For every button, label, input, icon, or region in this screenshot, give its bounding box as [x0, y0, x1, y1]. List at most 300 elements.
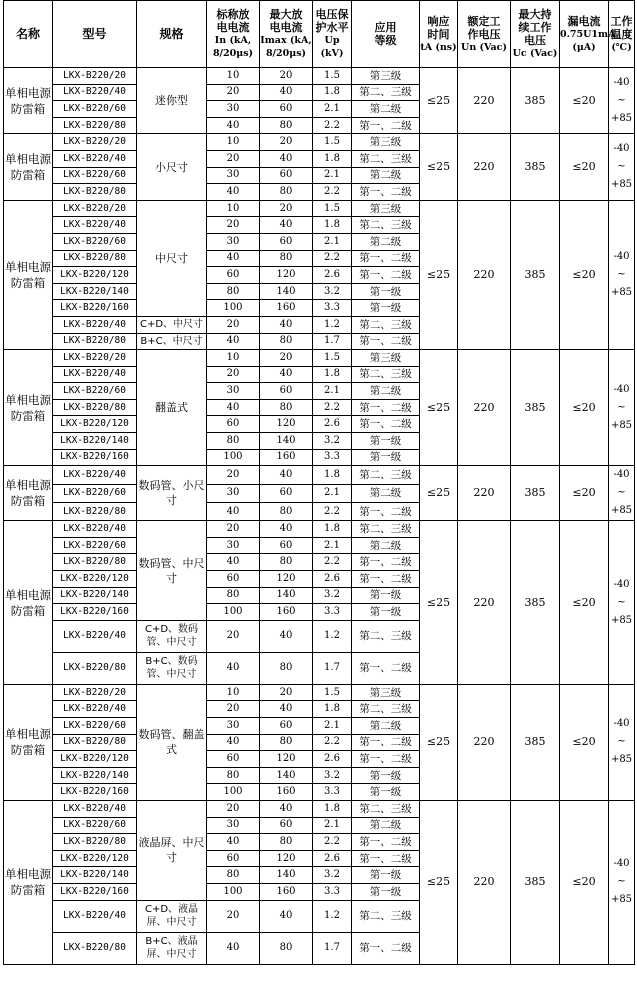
in-cell: 100 — [207, 883, 260, 900]
in-cell: 40 — [207, 834, 260, 851]
model-cell: LKX-B220/80 — [53, 250, 137, 267]
model-cell: LKX-B220/20 — [53, 68, 137, 85]
level-cell: 第一、二级 — [352, 554, 420, 571]
up-cell: 1.8 — [313, 366, 352, 383]
imax-cell: 40 — [260, 316, 313, 333]
model-cell: LKX-B220/60 — [53, 101, 137, 118]
up-cell: 2.2 — [313, 250, 352, 267]
model-cell: LKX-B220/40 — [53, 466, 137, 484]
level-cell: 第一、二级 — [352, 834, 420, 851]
imax-cell: 40 — [260, 366, 313, 383]
model-cell: LKX-B220/140 — [53, 767, 137, 784]
level-cell: 第二、三级 — [352, 900, 420, 932]
model-cell: LKX-B220/160 — [53, 784, 137, 801]
model-cell: LKX-B220/140 — [53, 283, 137, 300]
model-cell: LKX-B220/40 — [53, 800, 137, 817]
imax-cell: 140 — [260, 767, 313, 784]
imax-cell: 60 — [260, 484, 313, 502]
response-time-cell: ≤25 — [420, 200, 458, 349]
model-cell: LKX-B220/20 — [53, 684, 137, 701]
temperature-mid: ~ — [617, 161, 626, 173]
up-cell: 1.8 — [313, 217, 352, 234]
level-cell: 第一、二级 — [352, 652, 420, 684]
level-cell: 第二、三级 — [352, 521, 420, 538]
spec-cell: 液晶屏、中尺寸 — [137, 800, 207, 900]
imax-cell: 40 — [260, 900, 313, 932]
header-level: 应用 等级 — [352, 1, 420, 68]
in-cell: 10 — [207, 134, 260, 151]
up-cell: 2.6 — [313, 751, 352, 768]
in-cell: 100 — [207, 449, 260, 466]
table-row — [4, 521, 635, 538]
max-voltage-cell: 385 — [511, 200, 560, 349]
temperature-top: -40 — [613, 250, 630, 262]
in-cell: 20 — [207, 84, 260, 101]
max-voltage-cell: 385 — [511, 800, 560, 964]
header-name: 名称 — [4, 1, 53, 68]
imax-cell: 60 — [260, 383, 313, 400]
in-cell: 20 — [207, 466, 260, 484]
in-cell: 80 — [207, 767, 260, 784]
model-cell: LKX-B220/40 — [53, 316, 137, 333]
level-cell: 第一、二级 — [352, 850, 420, 867]
level-cell: 第二级 — [352, 718, 420, 735]
in-cell: 20 — [207, 316, 260, 333]
imax-cell: 160 — [260, 604, 313, 621]
model-cell: LKX-B220/140 — [53, 433, 137, 450]
product-name: 单相电源防雷箱 — [4, 684, 53, 800]
up-cell: 2.1 — [313, 233, 352, 250]
temperature-top: -40 — [613, 76, 630, 88]
model-cell: LKX-B220/60 — [53, 233, 137, 250]
spec-cell: B+C、数码管、中尺寸 — [137, 652, 207, 684]
imax-cell: 40 — [260, 217, 313, 234]
temperature-mid: ~ — [617, 596, 626, 608]
temperature-cell — [609, 466, 635, 521]
level-cell: 第一级 — [352, 867, 420, 884]
model-cell: LKX-B220/120 — [53, 751, 137, 768]
model-cell: LKX-B220/60 — [53, 383, 137, 400]
model-cell: LKX-B220/160 — [53, 604, 137, 621]
in-cell: 80 — [207, 867, 260, 884]
imax-cell: 160 — [260, 784, 313, 801]
level-cell: 第一、二级 — [352, 184, 420, 201]
header-temperature: 工作 温度 (℃) — [609, 1, 635, 68]
up-cell: 3.3 — [313, 449, 352, 466]
level-cell: 第一级 — [352, 784, 420, 801]
table-row — [4, 466, 635, 484]
temperature-bot: +85 — [610, 614, 633, 626]
temperature-cell — [609, 800, 635, 964]
level-cell: 第二级 — [352, 101, 420, 118]
temperature-mid: ~ — [617, 736, 626, 748]
up-cell: 1.5 — [313, 200, 352, 217]
model-cell: LKX-B220/40 — [53, 701, 137, 718]
temperature-mid: ~ — [617, 876, 626, 888]
level-cell: 第三级 — [352, 134, 420, 151]
temperature-bot: +85 — [610, 286, 633, 298]
level-cell: 第一、二级 — [352, 571, 420, 588]
level-cell: 第一、二级 — [352, 399, 420, 416]
in-cell: 20 — [207, 701, 260, 718]
up-cell: 3.3 — [313, 883, 352, 900]
imax-cell: 160 — [260, 449, 313, 466]
temperature-cell — [609, 684, 635, 800]
level-cell: 第二、三级 — [352, 800, 420, 817]
model-cell: LKX-B220/120 — [53, 571, 137, 588]
header-spec: 规格 — [137, 1, 207, 68]
level-cell: 第一、二级 — [352, 751, 420, 768]
model-cell: LKX-B220/20 — [53, 134, 137, 151]
level-cell: 第二、三级 — [352, 84, 420, 101]
temperature-cell — [609, 521, 635, 685]
in-cell: 20 — [207, 521, 260, 538]
up-cell: 2.2 — [313, 502, 352, 520]
response-time-cell: ≤25 — [420, 521, 458, 685]
in-cell: 40 — [207, 502, 260, 520]
imax-cell: 80 — [260, 554, 313, 571]
model-cell: LKX-B220/40 — [53, 84, 137, 101]
spec-cell: 迷你型 — [137, 68, 207, 134]
up-cell: 2.6 — [313, 571, 352, 588]
imax-cell: 160 — [260, 300, 313, 317]
up-cell: 1.2 — [313, 620, 352, 652]
temperature-top: -40 — [613, 578, 630, 590]
up-cell: 2.6 — [313, 416, 352, 433]
model-cell: LKX-B220/40 — [53, 620, 137, 652]
header-un: 额定工 作电压 Un (Vac) — [458, 1, 511, 68]
level-cell: 第二、三级 — [352, 217, 420, 234]
rated-voltage-cell: 220 — [458, 350, 511, 466]
in-cell: 30 — [207, 718, 260, 735]
level-cell: 第二、三级 — [352, 466, 420, 484]
level-cell: 第三级 — [352, 350, 420, 367]
up-cell: 2.1 — [313, 718, 352, 735]
in-cell: 40 — [207, 399, 260, 416]
level-cell: 第一级 — [352, 433, 420, 450]
imax-cell: 40 — [260, 521, 313, 538]
level-cell: 第二级 — [352, 383, 420, 400]
in-cell: 40 — [207, 250, 260, 267]
imax-cell: 120 — [260, 267, 313, 284]
product-name: 单相电源防雷箱 — [4, 466, 53, 521]
rated-voltage-cell: 220 — [458, 134, 511, 200]
table-header — [4, 1, 635, 68]
in-cell: 40 — [207, 333, 260, 350]
level-cell: 第二、三级 — [352, 150, 420, 167]
level-cell: 第二级 — [352, 537, 420, 554]
up-cell: 3.3 — [313, 300, 352, 317]
up-cell: 1.7 — [313, 652, 352, 684]
level-cell: 第三级 — [352, 68, 420, 85]
temperature-bot: +85 — [610, 419, 633, 431]
in-cell: 10 — [207, 350, 260, 367]
up-cell: 1.5 — [313, 684, 352, 701]
model-cell: LKX-B220/80 — [53, 333, 137, 350]
imax-cell: 120 — [260, 416, 313, 433]
level-cell: 第二级 — [352, 484, 420, 502]
leakage-cell: ≤20 — [560, 684, 609, 800]
up-cell: 3.3 — [313, 784, 352, 801]
table-row — [4, 200, 635, 217]
up-cell: 2.1 — [313, 167, 352, 184]
imax-cell: 40 — [260, 800, 313, 817]
max-voltage-cell: 385 — [511, 521, 560, 685]
in-cell: 30 — [207, 537, 260, 554]
model-cell: LKX-B220/80 — [53, 652, 137, 684]
in-cell: 100 — [207, 784, 260, 801]
imax-cell: 120 — [260, 571, 313, 588]
spec-cell: B+C、中尺寸 — [137, 333, 207, 350]
model-cell: LKX-B220/40 — [53, 217, 137, 234]
up-cell: 2.1 — [313, 817, 352, 834]
in-cell: 20 — [207, 620, 260, 652]
imax-cell: 20 — [260, 200, 313, 217]
level-cell: 第一、二级 — [352, 734, 420, 751]
up-cell: 1.8 — [313, 800, 352, 817]
up-cell: 2.2 — [313, 184, 352, 201]
temperature-bot: +85 — [610, 894, 633, 906]
in-cell: 60 — [207, 416, 260, 433]
model-cell: LKX-B220/60 — [53, 817, 137, 834]
level-cell: 第一级 — [352, 587, 420, 604]
model-cell: LKX-B220/80 — [53, 834, 137, 851]
response-time-cell: ≤25 — [420, 466, 458, 521]
product-name: 单相电源防雷箱 — [4, 200, 53, 349]
table-row — [4, 68, 635, 85]
leakage-cell: ≤20 — [560, 466, 609, 521]
spec-cell: C+D、中尺寸 — [137, 316, 207, 333]
model-cell: LKX-B220/80 — [53, 734, 137, 751]
temperature-mid: ~ — [617, 401, 626, 413]
temperature-mid: ~ — [617, 268, 626, 280]
header-uc: 最大持 续工作 电压 Uc (Vac) — [511, 1, 560, 68]
level-cell: 第三级 — [352, 684, 420, 701]
table-row — [4, 800, 635, 817]
up-cell: 1.5 — [313, 350, 352, 367]
imax-cell: 20 — [260, 350, 313, 367]
in-cell: 10 — [207, 200, 260, 217]
imax-cell: 120 — [260, 850, 313, 867]
level-cell: 第一级 — [352, 449, 420, 466]
rated-voltage-cell: 220 — [458, 800, 511, 964]
in-cell: 40 — [207, 554, 260, 571]
model-cell: LKX-B220/60 — [53, 167, 137, 184]
in-cell: 30 — [207, 233, 260, 250]
level-cell: 第一级 — [352, 767, 420, 784]
model-cell: LKX-B220/60 — [53, 537, 137, 554]
imax-cell: 40 — [260, 466, 313, 484]
up-cell: 3.2 — [313, 767, 352, 784]
in-cell: 20 — [207, 150, 260, 167]
level-cell: 第一、二级 — [352, 267, 420, 284]
imax-cell: 60 — [260, 101, 313, 118]
up-cell: 1.8 — [313, 84, 352, 101]
up-cell: 2.2 — [313, 554, 352, 571]
in-cell: 40 — [207, 652, 260, 684]
model-cell: LKX-B220/120 — [53, 267, 137, 284]
up-cell: 1.2 — [313, 316, 352, 333]
up-cell: 2.1 — [313, 537, 352, 554]
up-cell: 1.8 — [313, 466, 352, 484]
model-cell: LKX-B220/80 — [53, 502, 137, 520]
product-name: 单相电源防雷箱 — [4, 68, 53, 134]
imax-cell: 40 — [260, 701, 313, 718]
leakage-cell: ≤20 — [560, 200, 609, 349]
in-cell: 20 — [207, 217, 260, 234]
temperature-bot: +85 — [610, 754, 633, 766]
up-cell: 3.2 — [313, 283, 352, 300]
temperature-top: -40 — [613, 469, 630, 481]
rated-voltage-cell: 220 — [458, 200, 511, 349]
model-cell: LKX-B220/40 — [53, 900, 137, 932]
model-cell: LKX-B220/40 — [53, 366, 137, 383]
imax-cell: 80 — [260, 502, 313, 520]
up-cell: 1.8 — [313, 701, 352, 718]
level-cell: 第三级 — [352, 200, 420, 217]
in-cell: 60 — [207, 850, 260, 867]
imax-cell: 80 — [260, 333, 313, 350]
in-cell: 10 — [207, 684, 260, 701]
spec-cell: 翻盖式 — [137, 350, 207, 466]
imax-cell: 80 — [260, 250, 313, 267]
imax-cell: 80 — [260, 399, 313, 416]
temperature-cell — [609, 350, 635, 466]
spec-cell: C+D、数码管、中尺寸 — [137, 620, 207, 652]
up-cell: 1.7 — [313, 932, 352, 964]
imax-cell: 20 — [260, 134, 313, 151]
model-cell: LKX-B220/120 — [53, 850, 137, 867]
in-cell: 60 — [207, 267, 260, 284]
level-cell: 第二、三级 — [352, 701, 420, 718]
temperature-bot: +85 — [610, 112, 633, 124]
up-cell: 3.2 — [313, 433, 352, 450]
temperature-cell — [609, 200, 635, 349]
level-cell: 第二、三级 — [352, 316, 420, 333]
temperature-cell — [609, 134, 635, 200]
in-cell: 30 — [207, 484, 260, 502]
level-cell: 第二级 — [352, 817, 420, 834]
max-voltage-cell: 385 — [511, 350, 560, 466]
imax-cell: 140 — [260, 587, 313, 604]
temperature-top: -40 — [613, 858, 630, 870]
response-time-cell: ≤25 — [420, 350, 458, 466]
level-cell: 第一、二级 — [352, 416, 420, 433]
up-cell: 2.2 — [313, 399, 352, 416]
up-cell: 1.8 — [313, 150, 352, 167]
temperature-cell — [609, 68, 635, 134]
in-cell: 40 — [207, 932, 260, 964]
spec-table — [3, 0, 635, 965]
imax-cell: 120 — [260, 751, 313, 768]
product-name: 单相电源防雷箱 — [4, 800, 53, 964]
model-cell: LKX-B220/80 — [53, 184, 137, 201]
in-cell: 100 — [207, 300, 260, 317]
up-cell: 1.5 — [313, 68, 352, 85]
table-row — [4, 684, 635, 701]
table-body — [4, 68, 635, 965]
leakage-cell: ≤20 — [560, 134, 609, 200]
level-cell: 第一、二级 — [352, 502, 420, 520]
model-cell: LKX-B220/140 — [53, 867, 137, 884]
level-cell: 第一级 — [352, 283, 420, 300]
header-in: 标称放 电电流 In (kA, 8/20μs) — [207, 1, 260, 68]
header-imax: 最大放 电电流 Imax (kA, 8/20μs) — [260, 1, 313, 68]
temperature-top: -40 — [613, 383, 630, 395]
leakage-cell: ≤20 — [560, 350, 609, 466]
imax-cell: 140 — [260, 283, 313, 300]
table-row — [4, 350, 635, 367]
up-cell: 1.5 — [313, 134, 352, 151]
imax-cell: 20 — [260, 684, 313, 701]
max-voltage-cell: 385 — [511, 68, 560, 134]
spec-cell: 小尺寸 — [137, 134, 207, 200]
imax-cell: 80 — [260, 117, 313, 134]
level-cell: 第二级 — [352, 233, 420, 250]
response-time-cell: ≤25 — [420, 134, 458, 200]
temperature-bot: +85 — [610, 179, 633, 191]
imax-cell: 60 — [260, 537, 313, 554]
up-cell: 2.2 — [313, 117, 352, 134]
model-cell: LKX-B220/20 — [53, 350, 137, 367]
in-cell: 40 — [207, 117, 260, 134]
product-name: 单相电源防雷箱 — [4, 350, 53, 466]
response-time-cell: ≤25 — [420, 800, 458, 964]
model-cell: LKX-B220/160 — [53, 300, 137, 317]
up-cell: 2.2 — [313, 834, 352, 851]
up-cell: 1.8 — [313, 521, 352, 538]
model-cell: LKX-B220/20 — [53, 200, 137, 217]
leakage-cell: ≤20 — [560, 521, 609, 685]
imax-cell: 40 — [260, 84, 313, 101]
level-cell: 第一、二级 — [352, 932, 420, 964]
in-cell: 20 — [207, 800, 260, 817]
in-cell: 80 — [207, 283, 260, 300]
up-cell: 3.2 — [313, 867, 352, 884]
model-cell: LKX-B220/160 — [53, 883, 137, 900]
rated-voltage-cell: 220 — [458, 521, 511, 685]
in-cell: 30 — [207, 167, 260, 184]
spec-cell: 中尺寸 — [137, 200, 207, 316]
header-model: 型号 — [53, 1, 137, 68]
imax-cell: 60 — [260, 718, 313, 735]
in-cell: 40 — [207, 184, 260, 201]
level-cell: 第一、二级 — [352, 250, 420, 267]
up-cell: 2.6 — [313, 267, 352, 284]
imax-cell: 140 — [260, 433, 313, 450]
spec-cell: 数码管、中尺寸 — [137, 521, 207, 621]
up-cell: 1.2 — [313, 900, 352, 932]
leakage-cell: ≤20 — [560, 800, 609, 964]
level-cell: 第一级 — [352, 883, 420, 900]
model-cell: LKX-B220/140 — [53, 587, 137, 604]
temperature-top: -40 — [613, 718, 630, 730]
response-time-cell: ≤25 — [420, 684, 458, 800]
in-cell: 80 — [207, 433, 260, 450]
model-cell: LKX-B220/160 — [53, 449, 137, 466]
temperature-mid: ~ — [617, 487, 626, 499]
up-cell: 3.2 — [313, 587, 352, 604]
in-cell: 30 — [207, 101, 260, 118]
up-cell: 2.2 — [313, 734, 352, 751]
up-cell: 2.1 — [313, 383, 352, 400]
in-cell: 20 — [207, 366, 260, 383]
imax-cell: 80 — [260, 184, 313, 201]
response-time-cell: ≤25 — [420, 68, 458, 134]
imax-cell: 40 — [260, 150, 313, 167]
imax-cell: 160 — [260, 883, 313, 900]
in-cell: 40 — [207, 734, 260, 751]
